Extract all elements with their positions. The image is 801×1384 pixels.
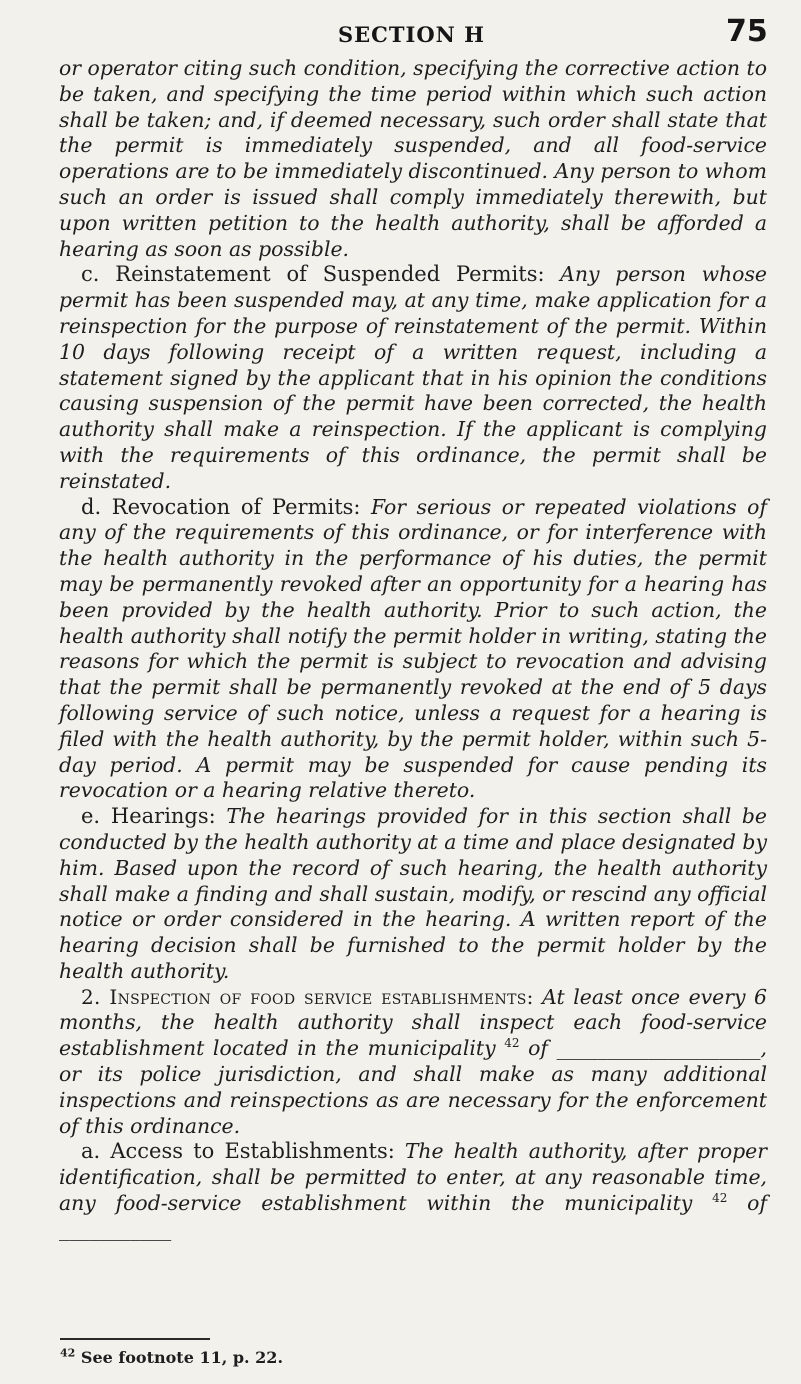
paragraph-revocation	[59, 495, 767, 805]
subsection-heading: e. Hearings:	[81, 804, 216, 829]
paragraph-continuation	[59, 56, 767, 262]
paragraph-text: At least once every 6 months, the health authority shall inspect each food-service establishment located in the municipality	[59, 984, 767, 1061]
paragraph-text: The hearings provided for in this section shall be conducted by the health authority at a time and place designated by him. Based upon the record of such hearing, the health authority shall make a finding and shall sustain, modify, or rescind any official notice or order considered in the hearing. A written report of the hearing decision shall be furnished to the permit holder by the health authority.	[59, 804, 767, 983]
footnote-divider	[60, 1338, 210, 1340]
paragraph-inspection	[59, 985, 767, 1140]
paragraph-text: The health authority, after proper identification, shall be permitted to enter, at any reasonable time, any food-service establishment within the municipality	[59, 1139, 767, 1216]
paragraph-text: For serious or repeated violations of any of the requirements of this ordinance, or for interference with the health authority in the performance of his duties, the permit may be permanently revoked after an opportunity for a hearing has been provided by the health authority. Prior to such action, the health authority shall notify the permit holder in writing, stating the reasons for which the permit is subject to revocation and advising that the permit shall be permanently revoked at the end of 5 days following service of such notice, unless a request for a hearing is filed with the health authority, by the permit holder, within such 5-day period. A permit may be suspended for cause pending its revocation or a hearing relative thereto.	[59, 494, 767, 803]
paragraph-text: of ____________________, or its police jurisdiction, and shall make as many additional inspections and reinspections as are necessary for the enforcement of this ordinance.	[59, 1036, 767, 1138]
paragraph-access	[59, 1139, 767, 1242]
section-heading: 2. Inspection of food service establishments:	[81, 984, 534, 1009]
section-title: SECTION H	[338, 22, 485, 47]
paragraph-text: Any person whose permit has been suspended may, at any time, make application for a reinspection for the purpose of reinstatement of the permit. Within 10 days following receipt of a written request, including a statement signed by the applicant that in his opinion the conditions causing suspension of the permit have been corrected, the health authority shall make a reinspection. If the applicant is complying with the requirements of this ordinance, the permit shall be reinstated.	[59, 262, 767, 493]
footnote-number: 42	[60, 1346, 76, 1360]
footnote-reference: 42	[712, 1191, 728, 1206]
page-number: 75	[726, 14, 768, 49]
paragraph-text: or operator citing such condition, specifying the corrective action to be taken, and specifying the time period within which such action shall be taken; and, if deemed necessary, such order shall state that the permit is immediately suspended, and all food-service operations are to be immediately discontinued. Any person to whom such an order is issued shall comply immediately therewith, but upon written petition to the health authority, shall be afforded a hearing as soon as possible.	[59, 56, 767, 261]
footnote	[60, 1348, 283, 1367]
subsection-heading: c. Reinstatement of Suspended Permits:	[81, 262, 545, 287]
paragraph-reinstatement	[59, 262, 767, 494]
subsection-heading: d. Revocation of Permits:	[81, 494, 361, 519]
footnote-reference: 42	[504, 1036, 520, 1051]
footnote-text: See footnote 11, p. 22.	[80, 1348, 284, 1367]
body-text	[59, 56, 767, 1243]
paragraph-hearings	[59, 804, 767, 985]
paragraph-text: of ___________	[59, 1191, 767, 1241]
page-header	[0, 12, 801, 52]
subsection-heading: a. Access to Establishments:	[81, 1139, 395, 1164]
